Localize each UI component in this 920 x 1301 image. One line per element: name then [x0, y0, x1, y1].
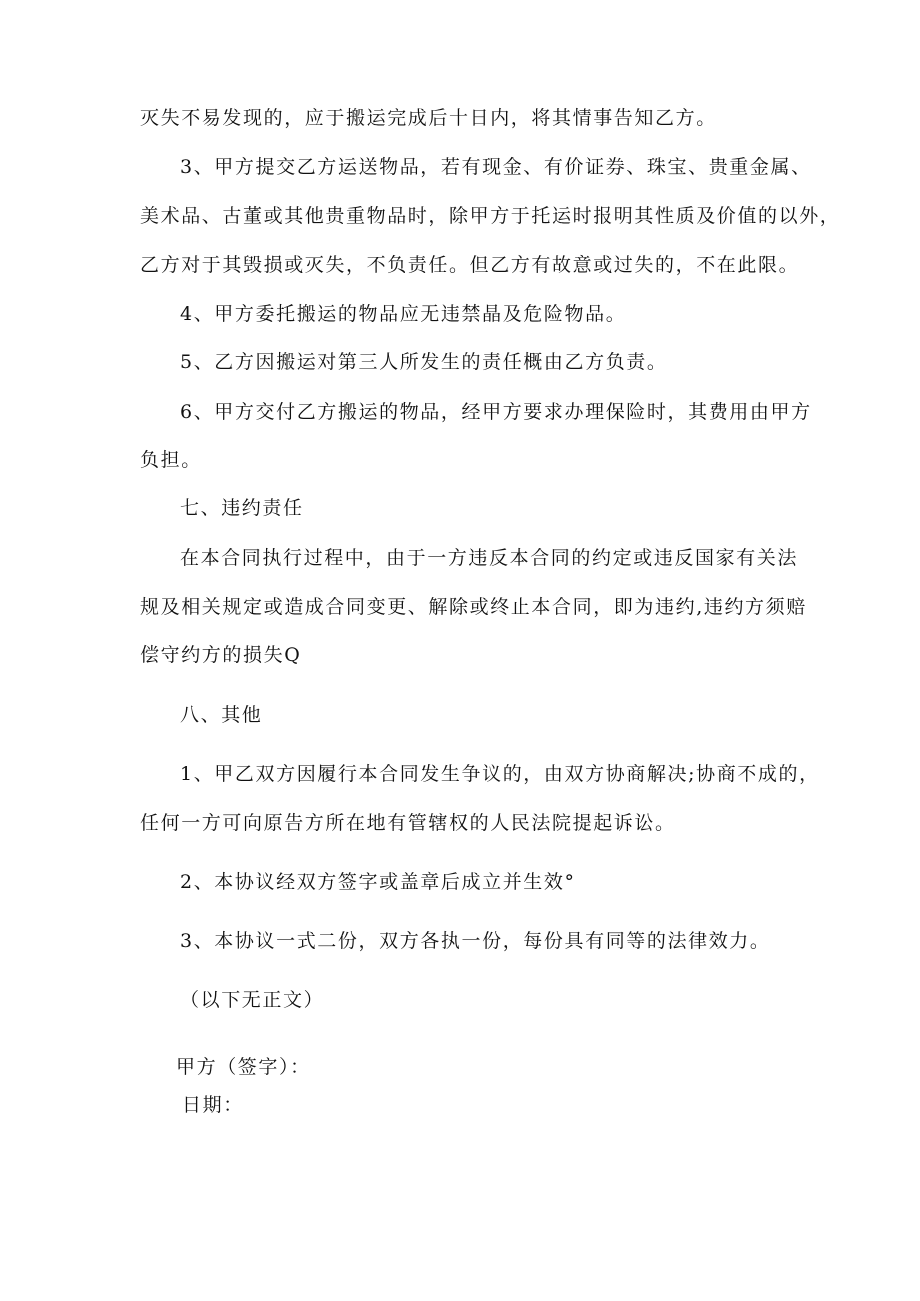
- other-clause-2-line: 2、本协议经双方签字或盖章后成立并生效°: [180, 871, 576, 893]
- breach-text-line: 在本合同执行过程中，由于一方违反本合同的约定或违反国家有关法: [180, 547, 799, 569]
- other-clause-1-line: 1、甲乙双方因履行本合同发生争议的，由双方协商解决;协商不成的，: [180, 763, 820, 785]
- clause-text-line: 乙方对于其毁损或灭失，不负责任。但乙方有故意或过失的，不在此限。: [140, 254, 800, 276]
- breach-text-line: 规及相关规定或造成合同变更、解除或终止本合同，即为违约,违约方须赔: [140, 596, 807, 618]
- clause-text-line: 负担。: [140, 449, 202, 471]
- breach-text-line: 偿守约方的损失Q: [140, 644, 302, 666]
- clause-text-line: 美术品、古董或其他贵重物品时，除甲方于托运时报明其性质及价值的以外，: [140, 205, 841, 227]
- party-a-signature-label: 甲方（签字）：: [176, 1056, 311, 1078]
- clause-3-line: 3、甲方提交乙方运送物品，若有现金、有价证券、珠宝、贵重金属、: [180, 156, 812, 178]
- section-heading-breach: 七、违约责任: [180, 497, 304, 519]
- other-clause-text-line: 任何一方可向原告方所在地有管辖权的人民法院提起诉讼。: [140, 812, 676, 834]
- clause-5-line: 5、乙方因搬运对第三人所发生的责任概由乙方负责。: [180, 351, 668, 373]
- date-label: 日期：: [182, 1094, 244, 1116]
- no-text-below-note: （以下无正文）: [180, 989, 325, 1011]
- clause-4-line: 4、甲方委托搬运的物品应无违禁晶及危险物品。: [180, 303, 627, 325]
- clause-text-line: 灭失不易发现的，应于搬运完成后十日内，将其情事告知乙方。: [140, 107, 717, 129]
- clause-6-line: 6、甲方交付乙方搬运的物品，经甲方要求办理保险时，其费用由甲方: [180, 401, 812, 423]
- section-heading-other: 八、其他: [180, 704, 263, 726]
- other-clause-3-line: 3、本协议一式二份，双方各执一份，每份具有同等的法律效力。: [180, 930, 771, 952]
